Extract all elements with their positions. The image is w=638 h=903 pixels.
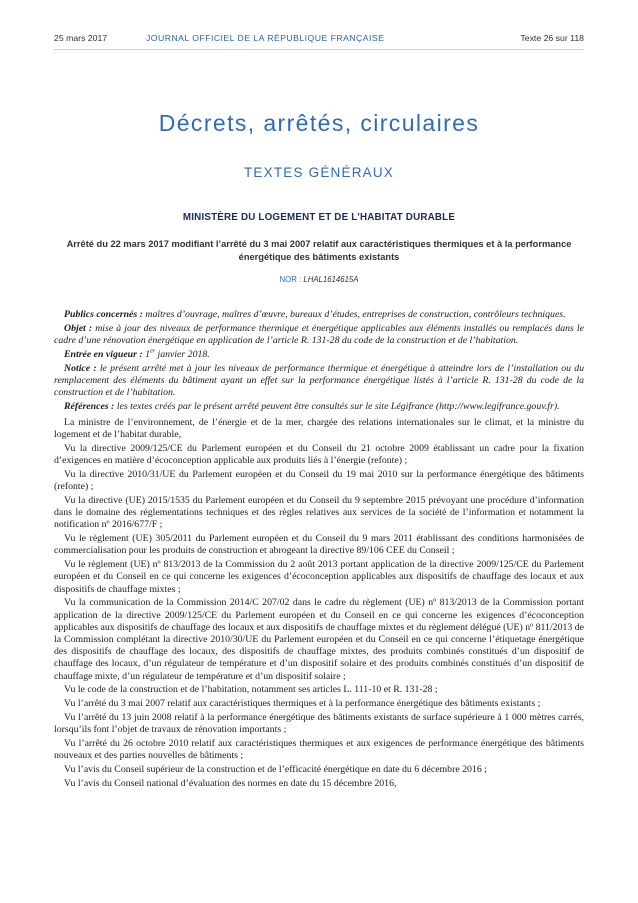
paragraph: Vu le code de la construction et de l’habitation, notamment ses articles L. 111-10 et R. 131-28 ; xyxy=(64,684,438,696)
paragraph: Vu l’arrêté du 13 juin 2008 relatif à la performance énergétique des bâtiments existants de surface supérieure à 1 000 mètres carrés, lorsqu’ils font l’objet de travaux de rénovation importants ; xyxy=(54,712,584,736)
notice-notice xyxy=(54,363,584,400)
notice-entree xyxy=(54,349,584,361)
notice-references-text: les textes créés par le présent arrêté peuvent être consultés sur le site Légifrance (http://www.legifrance.gouv.fr). xyxy=(116,400,560,412)
nor-value: LHAL1614615A xyxy=(303,275,359,284)
notice-publics xyxy=(54,309,584,321)
notice-entree-text: janvier 2018. xyxy=(157,348,210,360)
nor-label: NOR : xyxy=(279,275,302,284)
paragraph: Vu le règlement (UE) nº 813/2013 de la Commission du 2 août 2013 portant application de la directive 2009/125/CE du Parlement européen et du Conseil en ce qui concerne les exigences d’écoconception applicables aux dispositifs de chauffage des locaux et aux dispositifs de chauffage mixtes ; xyxy=(54,559,584,595)
paragraph: Vu l’avis du Conseil national d’évaluation des normes en date du 15 décembre 2016, xyxy=(64,777,397,789)
page-header xyxy=(54,33,584,47)
paragraph: Vu la directive 2009/125/CE du Parlement européen et du Conseil du 21 octobre 2009 établissant un cadre pour la fixation d’exigences en matière d’écoconception applicable aux produits liés à l’énergie (refonte) ; xyxy=(54,443,584,467)
notice-notice-label: Notice : xyxy=(64,362,97,374)
notice-objet xyxy=(54,323,584,347)
notice-objet-text: mise à jour des niveaux de performance thermique et énergétique applicables aux éléments installés ou remplacés dans le cadre d’une rénovation énergétique en application de l’article R. 131-28 du code de la construction et de l’habitation. xyxy=(54,322,584,346)
notice-references-label: Références : xyxy=(64,400,115,412)
journal-title: JOURNAL OFFICIEL DE LA RÉPUBLIQUE FRANÇAISE xyxy=(146,33,385,43)
paragraph: Vu la directive (UE) 2015/1535 du Parlement européen et du Conseil du 9 septembre 2015 prévoyant une procédure d’information dans le domaine des réglementations techniques et des règles relatives aux services de la société de l’information et notamment la notification nº 2016/677/F ; xyxy=(54,495,584,531)
text-counter: Texte 26 sur 118 xyxy=(520,33,584,43)
arrete-title: Arrêté du 22 mars 2017 modifiant l’arrêté du 3 mai 2007 relatif aux caractéristiques thermiques et à la performance énergétique des bâtiments existants xyxy=(66,239,572,262)
section-title: Décrets, arrêtés, circulaires xyxy=(158,110,480,136)
notice-publics-text: maîtres d’ouvrage, maîtres d’œuvre, bureaux d’études, entreprises de construction, contrôleurs techniques. xyxy=(145,309,566,320)
notice-entree-sup: er xyxy=(150,348,156,355)
ministry-heading: MINISTÈRE DU LOGEMENT ET DE L'HABITAT DURABLE xyxy=(182,212,456,223)
paragraph: Vu la communication de la Commission 2014/C 207/02 dans le cadre du règlement (UE) nº 813/2013 de la Commission portant application de la directive 2009/125/CE du Parlement européen et du Conseil en ce qui concerne les exigences d’écoconception applicables aux dispositifs de chauffage des locaux et aux dispositifs de chauffage mixtes et du règlement délégué (UE) nº 811/2013 de la Commission complétant la directive 2010/30/UE du Parlement européen et du Conseil en ce qui concerne l’étiquetage énergétique des dispositifs de chauffage des locaux, des dispositifs de chauffage mixtes, des produits combinés constitués d’un dispositif de chauffage des locaux, d’un régulateur de température et d’un dispositif solaire et des produits combinés constitués d’un dispositif de chauffage mixte, d’un régulateur de température et d’un dispositif solaire ; xyxy=(54,597,584,682)
notice-notice-text: le présent arrêté met à jour les niveaux de performance thermique et énergétique à atteindre lors de l’installation ou du remplacement des éléments du bâtiment ayant un effet sur la performance énergétique listés à l’article R. 131-28 du code de la construction et de l’habitation. xyxy=(54,362,585,398)
notice-entree-day: 1 xyxy=(145,348,151,360)
header-date: 25 mars 2017 xyxy=(54,33,108,43)
paragraph: La ministre de l’environnement, de l’énergie et de la mer, chargée des relations internationales sur le climat, et la ministre du logement et de l’habitat durable, xyxy=(54,417,584,441)
notice-references xyxy=(54,401,584,413)
paragraph: Vu le règlement (UE) 305/2011 du Parlement européen et du Conseil du 9 mars 2011 établissant des conditions harmonisées de commercialisation pour les produits de construction et abrogeant la directive 89/106 CEE du Conseil ; xyxy=(54,533,584,557)
notice-publics-label: Publics concernés : xyxy=(64,309,143,320)
notice-entree-label: Entrée en vigueur : xyxy=(64,348,143,360)
header-rule xyxy=(54,49,584,50)
paragraph: Vu l’arrêté du 3 mai 2007 relatif aux caractéristiques thermiques et à la performance énergétique des bâtiments existants ; xyxy=(64,698,541,710)
subsection-title: TEXTES GÉNÉRAUX xyxy=(243,165,395,180)
nor-reference xyxy=(0,275,638,284)
paragraph: Vu la directive 2010/31/UE du Parlement européen et du Conseil du 19 mai 2010 sur la performance énergétique des bâtiments (refonte) ; xyxy=(54,469,584,493)
notice-objet-label: Objet : xyxy=(64,322,93,334)
paragraph: Vu l’arrêté du 26 octobre 2010 relatif aux caractéristiques thermiques et aux exigences de performance énergétique des bâtiments nouveaux et des parties nouvelles de bâtiments ; xyxy=(54,738,584,762)
document-body xyxy=(54,309,584,792)
paragraph: Vu l’avis du Conseil supérieur de la construction et de l’efficacité énergétique en date du 6 décembre 2016 ; xyxy=(64,764,487,776)
